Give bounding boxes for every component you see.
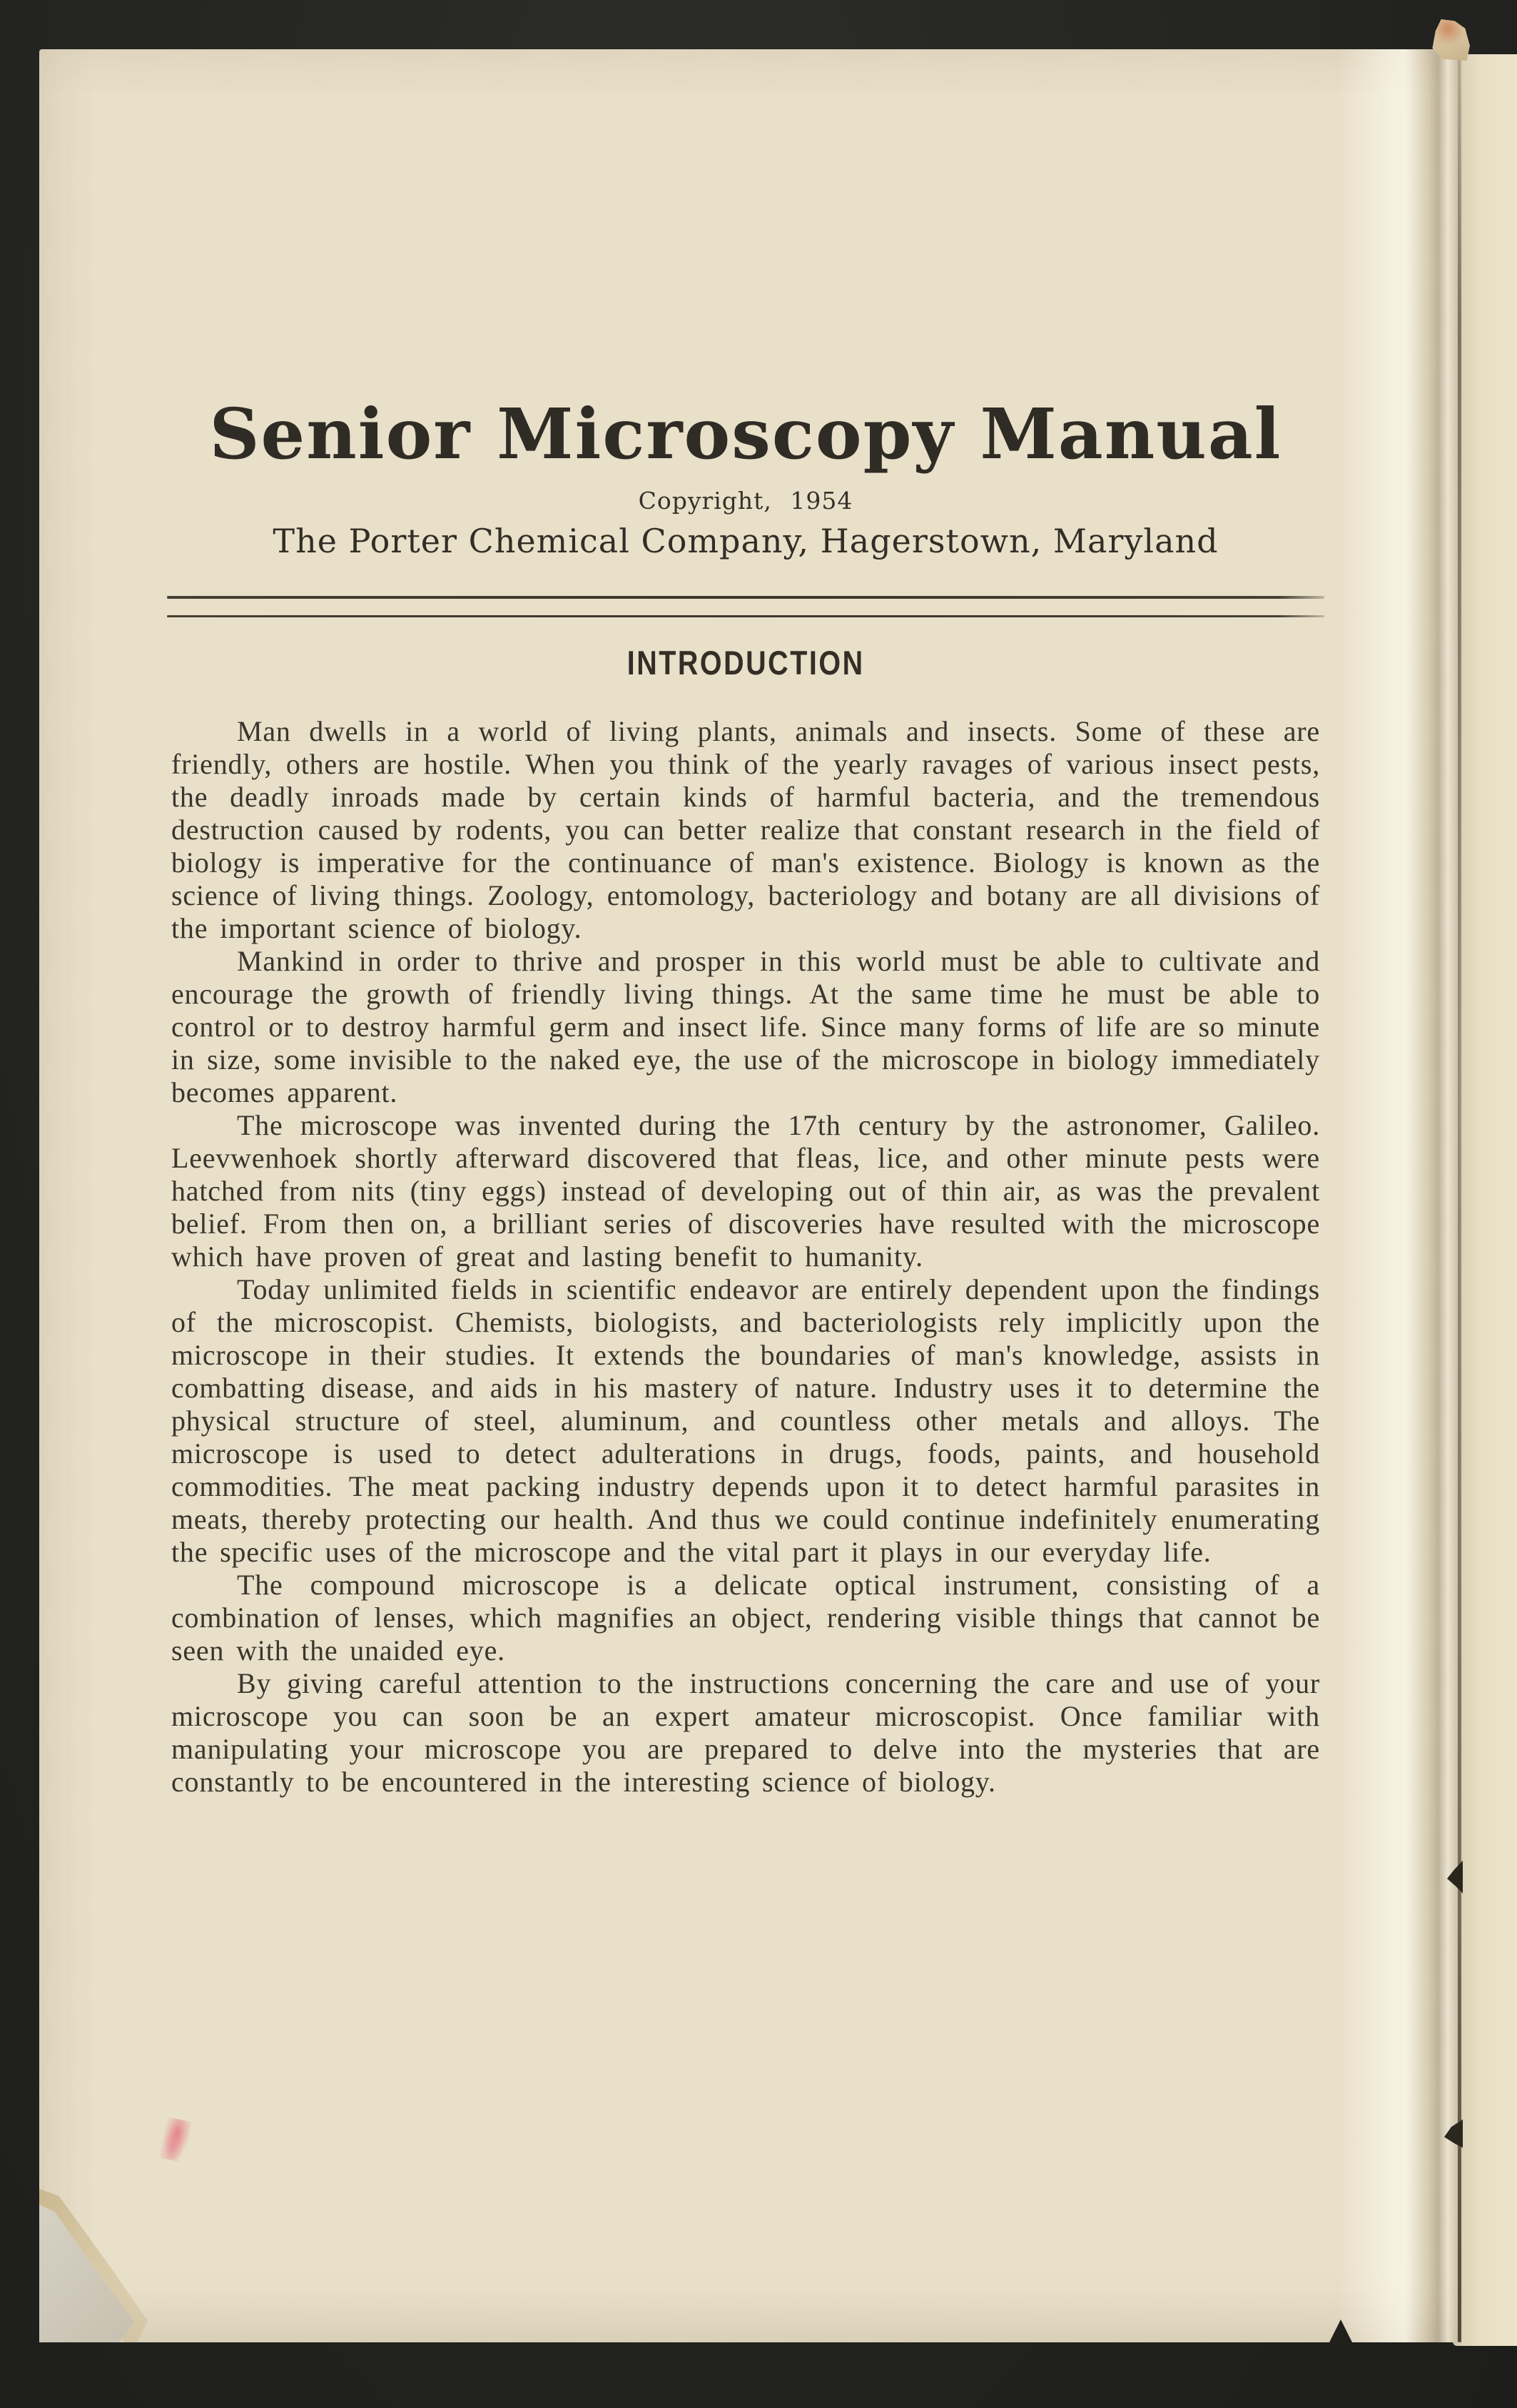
body-paragraph: Today unlimited fields in scientific endeavor are entirely dependent upon the findings of the microscopist. Chemists, biologists, and bacteriologists rely implicitly upon the microscope in their studies. It extends the boundaries of man's knowledge, assists in combatting disease, and aids in his mastery of nature. Industry uses it to determine the physical structure of steel, aluminum, and countless other metals and alloys. The microscope is used to detect adulterations in drugs, foods, paints, and household commodities. The meat packing industry depends upon it to detect harmful parasites in meats, thereby protecting our health. And thus we could continue indefinitely enumerating the specific uses of the microscope and the vital part it plays in our everyday life.: [171, 1273, 1320, 1568]
body-copy: [171, 715, 1320, 1799]
page-title: Senior Microscopy Manual: [209, 393, 1282, 475]
copyright-line: Copyright, 1954: [638, 486, 853, 515]
next-page-edge: [1453, 54, 1517, 2346]
edge-tear-icon: [1444, 2118, 1463, 2149]
worn-corner: [39, 2175, 193, 2342]
section-heading-introduction: INTRODUCTION: [626, 643, 865, 682]
manual-page: [39, 49, 1460, 2342]
page-content: [171, 49, 1320, 1799]
body-paragraph: The microscope was invented during the 17th century by the astronomer, Galileo. Leevwenhoek shortly afterward discovered that fleas, lice, and other minute pests were hatched from nits (tiny eggs) instead of developing out of thin air, as was the prevalent belief. From then on, a brilliant series of discoveries have resulted with the microscope which have proven of great and lasting benefit to humanity.: [171, 1108, 1320, 1273]
page-fold-line: [1458, 49, 1461, 2342]
red-ink-mark: [158, 2117, 191, 2162]
body-paragraph: By giving careful attention to the instructions concerning the care and use of your microscope you can soon be an expert amateur microscopist. Once familiar with manipulating your microscope you are prepared to delve into the mysteries that are constantly to be encountered in the interesting science of biology.: [171, 1666, 1320, 1798]
edge-notch: [1329, 2320, 1353, 2344]
body-paragraph: The compound microscope is a delicate optical instrument, consisting of a combination of lenses, which magnifies an object, rendering visible things that cannot be seen with the unaided eye.: [171, 1568, 1320, 1666]
edge-tear-icon: [1447, 1861, 1463, 1893]
publisher-line: The Porter Chemical Company, Hagerstown, Maryland: [273, 521, 1219, 560]
body-paragraph: Mankind in order to thrive and prosper in this world must be able to cultivate and encourage the growth of friendly living things. At the same time he must be able to control or to destroy harmful germ and insect life. Since many forms of life are so minute in size, some invisible to the naked eye, the use of the microscope in biology immediately becomes apparent.: [171, 944, 1320, 1108]
rule-top: [167, 596, 1324, 599]
page-crease: [1339, 49, 1460, 2342]
body-paragraph: Man dwells in a world of living plants, animals and insects. Some of these are friendly, others are hostile. When you think of the yearly ravages of various insect pests, the deadly inroads made by certain kinds of harmful bacteria, and the tremendous destruction caused by rodents, you can better realize that constant research in the field of biology is imperative for the continuance of man's existence. Biology is known as the science of living things. Zoology, entomology, bacteriology and botany are all divisions of the important science of biology.: [171, 714, 1320, 944]
rule-bottom: [167, 615, 1324, 617]
